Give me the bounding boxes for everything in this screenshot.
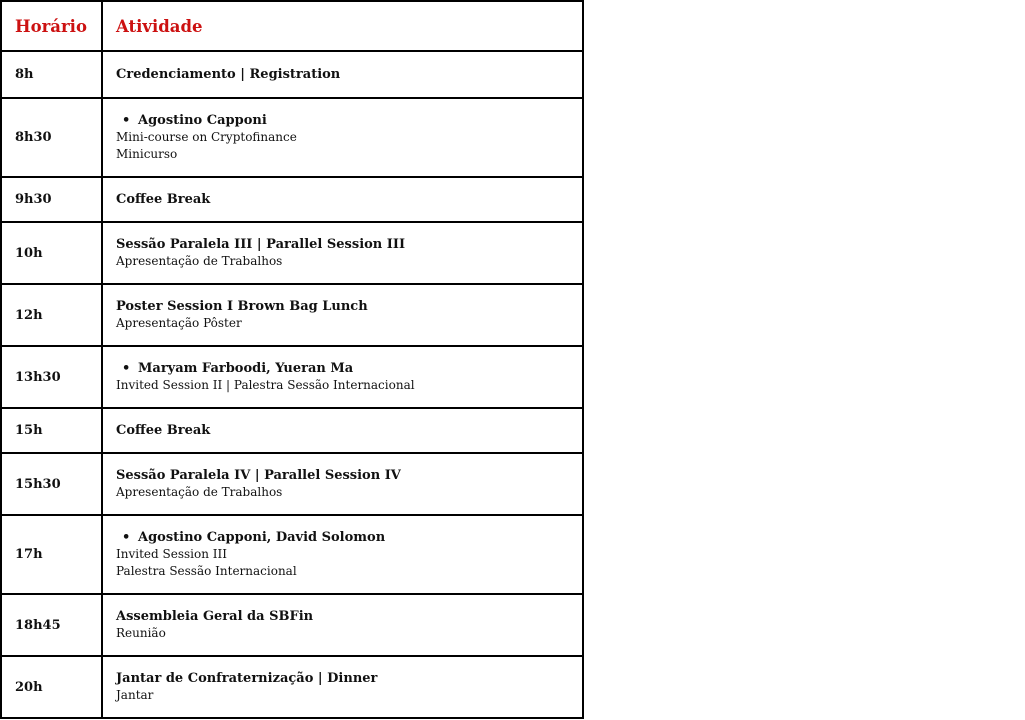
table-row xyxy=(1,284,583,346)
row-time: 10h xyxy=(1,222,102,284)
table-row xyxy=(1,222,583,284)
activity-line: Invited Session III xyxy=(116,547,227,561)
activity-title: Agostino Capponi, David Solomon xyxy=(138,530,386,545)
row-activity xyxy=(102,177,583,222)
header-row xyxy=(1,1,583,51)
activity-title: Agostino Capponi xyxy=(138,113,267,128)
activity-line: Apresentação Pôster xyxy=(116,316,242,330)
activity-line: Mini-course on Cryptofinance xyxy=(116,130,297,144)
activity-line: Palestra Sessão Internacional xyxy=(116,564,297,578)
table-row xyxy=(1,408,583,453)
header-time: Horário xyxy=(1,1,102,51)
activity-title: Coffee Break xyxy=(116,192,211,207)
table-row xyxy=(1,656,583,718)
row-activity xyxy=(102,408,583,453)
activity-title: Poster Session I Brown Bag Lunch xyxy=(116,299,368,314)
row-time: 17h xyxy=(1,515,102,594)
row-time: 8h xyxy=(1,51,102,98)
activity-title: Assembleia Geral da SBFin xyxy=(116,609,314,624)
activity-title: Jantar de Confraternização | Dinner xyxy=(116,671,378,686)
row-activity xyxy=(102,222,583,284)
activity-line: Minicurso xyxy=(116,147,178,161)
row-time: 9h30 xyxy=(1,177,102,222)
row-time: 20h xyxy=(1,656,102,718)
bullet-icon: • xyxy=(122,361,131,376)
row-activity xyxy=(102,346,583,408)
table-row xyxy=(1,515,583,594)
activity-title: Sessão Paralela III | Parallel Session III xyxy=(116,237,406,252)
activity-line: Apresentação de Trabalhos xyxy=(116,254,283,268)
row-time: 15h xyxy=(1,408,102,453)
row-activity xyxy=(102,453,583,515)
row-activity xyxy=(102,656,583,718)
table-row xyxy=(1,346,583,408)
activity-line: Invited Session II | Palestra Sessão Internacional xyxy=(116,378,415,392)
row-activity xyxy=(102,284,583,346)
table-row xyxy=(1,51,583,98)
bullet-icon: • xyxy=(122,530,131,545)
activity-line: Reunião xyxy=(116,626,166,640)
row-activity xyxy=(102,98,583,177)
activity-line: Apresentação de Trabalhos xyxy=(116,485,283,499)
row-time: 18h45 xyxy=(1,594,102,656)
table-row xyxy=(1,177,583,222)
row-time: 12h xyxy=(1,284,102,346)
table-row xyxy=(1,453,583,515)
row-time: 8h30 xyxy=(1,98,102,177)
table-row xyxy=(1,594,583,656)
activity-line: Jantar xyxy=(116,688,154,702)
row-activity xyxy=(102,594,583,656)
activity-title: Sessão Paralela IV | Parallel Session IV xyxy=(116,468,401,483)
bullet-icon: • xyxy=(122,113,131,128)
activity-title: Maryam Farboodi, Yueran Ma xyxy=(138,361,354,376)
activity-title: Coffee Break xyxy=(116,423,211,438)
activity-title: Credenciamento | Registration xyxy=(116,67,341,82)
header-activity: Atividade xyxy=(102,1,583,51)
table-row xyxy=(1,98,583,177)
row-time: 13h30 xyxy=(1,346,102,408)
row-activity xyxy=(102,51,583,98)
row-time: 15h30 xyxy=(1,453,102,515)
row-activity xyxy=(102,515,583,594)
